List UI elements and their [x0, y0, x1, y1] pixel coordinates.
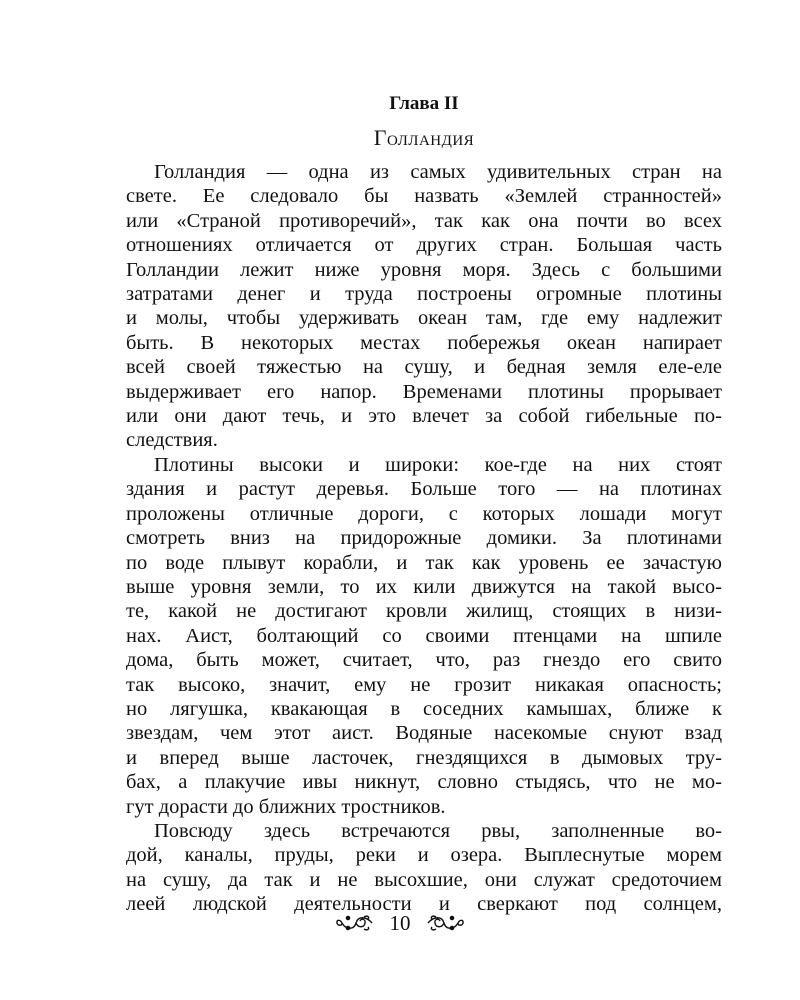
- body-text: [126, 160, 722, 917]
- text-line: на сушу, да так и не высохшие, они служат средоточием: [126, 868, 722, 891]
- page-footer: [0, 907, 800, 937]
- paragraph: [126, 453, 722, 819]
- text-line: или они дают течь, и это влечет за собой гибельные по-: [126, 405, 722, 428]
- paragraph: [126, 819, 722, 917]
- text-line: Голландия — одна из самых удивительных стран на: [154, 161, 722, 183]
- text-line: звездам, чем этот аист. Водяные насекомые снуют взад: [126, 722, 722, 745]
- text-line: дома, быть может, считает, что, раз гнездо его свито: [126, 649, 722, 672]
- text-line: следствия.: [126, 429, 218, 452]
- text-line: свете. Ее следовало бы назвать «Землей странностей»: [126, 185, 722, 208]
- fleuron-left-icon: [334, 912, 374, 934]
- text-line: здания и растут деревья. Больше того — на плотинах: [126, 478, 722, 501]
- text-line: выше уровня земли, то их кили движутся на такой высо-: [126, 575, 722, 598]
- book-page: [126, 92, 722, 917]
- paragraph: [126, 160, 722, 453]
- text-line: но лягушка, квакающая в соседних камышах, ближе к: [126, 697, 722, 720]
- text-line: смотреть вниз на придорожные домики. За плотинами: [126, 527, 722, 550]
- text-line: леей людской деятельности и сверкают под солнцем,: [126, 893, 722, 916]
- page-number: 10: [389, 911, 411, 936]
- text-line: Повсюду здесь встречаются рвы, заполненные во-: [154, 819, 722, 842]
- text-line: затратами денег и труда построены огромные плотины: [126, 283, 722, 306]
- text-line: выдерживает его напор. Временами плотины прорывает: [126, 380, 722, 403]
- text-line: или «Страной противоречий», так как она почти во всех: [126, 209, 722, 232]
- text-line: Голландии лежит ниже уровня моря. Здесь с большими: [126, 258, 722, 281]
- text-line: всей своей тяжестью на сушу, и бедная земля еле-еле: [126, 356, 722, 379]
- text-line: гут дорасти до ближних тростников.: [126, 795, 446, 818]
- text-line: по воде плывут корабли, и так как уровень ее зачастую: [126, 551, 722, 574]
- text-line: и молы, чтобы удерживать океан там, где ему надлежит: [126, 307, 722, 330]
- text-line: проложены отличные дороги, с которых лошади могут: [126, 502, 722, 525]
- text-line: отношениях отличается от других стран. Большая часть: [126, 234, 722, 257]
- text-line: те, какой не достигают кровли жилищ, стоящих в низи-: [126, 600, 722, 623]
- text-line: быть. В некоторых местах побережья океан напирает: [126, 331, 722, 354]
- text-line: бах, а плакучие ивы никнут, словно стыдясь, что не мо-: [126, 771, 722, 794]
- text-line: нах. Аист, болтающий со своими птенцами на шпиле: [126, 624, 722, 647]
- chapter-title: Голландия: [373, 125, 475, 150]
- text-line: так высоко, значит, ему не грозит никакая опасность;: [126, 673, 722, 696]
- text-line: и вперед выше ласточек, гнездящихся в дымовых тру-: [126, 746, 722, 769]
- fleuron-right-icon: [426, 912, 466, 934]
- text-line: дой, каналы, пруды, реки и озера. Выплеснутые морем: [126, 844, 722, 867]
- chapter-label: Глава II: [389, 93, 459, 114]
- text-line: Плотины высоки и широки: кое-где на них стоят: [154, 453, 722, 476]
